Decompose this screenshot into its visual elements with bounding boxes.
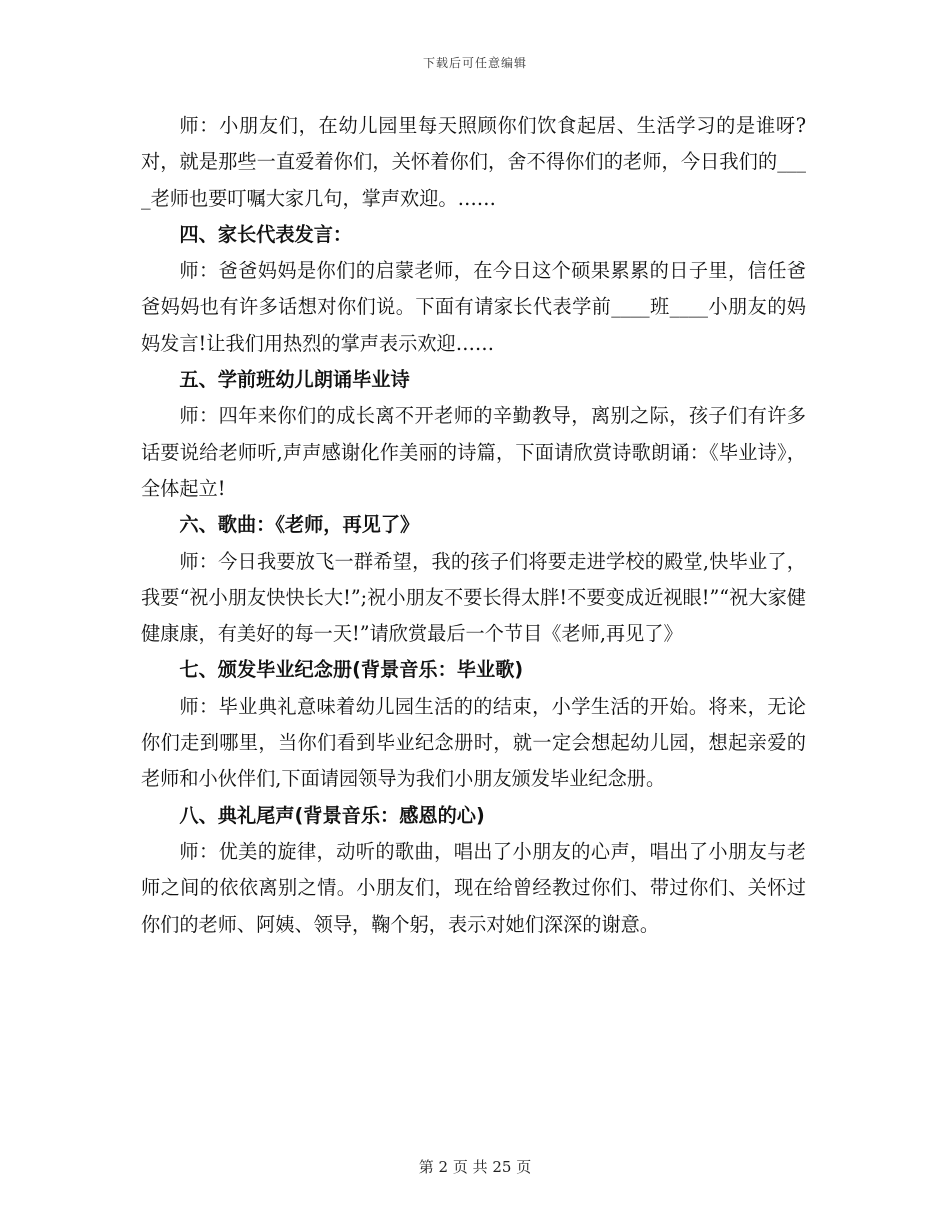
section-heading-poem-recital: 五、学前班幼儿朗诵毕业诗 bbox=[179, 368, 410, 392]
page-footer: 第 2 页 共 25 页 bbox=[418, 1158, 532, 1176]
paragraph-teacher-message: 师：小朋友们，在幼儿园里每天照顾你们饮食起居、生活学习的是谁呀?对，就是那些一直爱着你们，关怀着你们，舍不得你们的老师，今日我们的____老师也要叮嘱大家几句，掌声欢迎。…… bbox=[141, 114, 806, 210]
paragraph-song: 师：今日我要放飞一群希望，我的孩子们将要走进学校的殿堂,快毕业了，我要“祝小朋友快快长大!”;祝小朋友不要长得太胖!不要变成近视眼!”“祝大家健健康康，有美好的每一天!”请欣赏最后一个节目《老师,再见了》 bbox=[141, 549, 806, 646]
paragraph-yearbook: 师：毕业典礼意味着幼儿园生活的的结束，小学生活的开始。将来，无论你们走到哪里，当你们看到毕业纪念册时，就一定会想起幼儿园，想起亲爱的老师和小伙伴们,下面请园领导为我们小朋友颁发毕业纪念册。 bbox=[141, 694, 806, 791]
paragraph-closing: 师：优美的旋律，动听的歌曲，唱出了小朋友的心声，唱出了小朋友与老师之间的依依离别之情。小朋友们，现在给曾经教过你们、带过你们、关怀过你们的老师、阿姨、领导，鞠个躬，表示对她们深深的谢意。 bbox=[141, 839, 806, 936]
page-header: 下载后可任意编辑 bbox=[422, 56, 527, 70]
section-heading-parent-speech: 四、家长代表发言： bbox=[179, 222, 353, 246]
section-heading-song: 六、歌曲：《老师，再见了》 bbox=[179, 513, 420, 537]
paragraph-parent-speech: 师：爸爸妈妈是你们的启蒙老师，在今日这个硕果累累的日子里，信任爸爸妈妈也有许多话想对你们说。下面有请家长代表学前____班____小朋友的妈妈发言!让我们用热烈的掌声表示欢迎…… bbox=[141, 259, 806, 355]
paragraph-poem-recital: 师：四年来你们的成长离不开老师的辛勤教导，离别之际，孩子们有许多话要说给老师听,声声感谢化作美丽的诗篇，下面请欣赏诗歌朗诵：《毕业诗》，全体起立! bbox=[141, 404, 806, 500]
section-heading-closing: 八、典礼尾声(背景音乐：感恩的心) bbox=[179, 803, 485, 827]
section-heading-yearbook: 七、颁发毕业纪念册(背景音乐：毕业歌) bbox=[179, 658, 524, 682]
document-body bbox=[141, 108, 806, 943]
